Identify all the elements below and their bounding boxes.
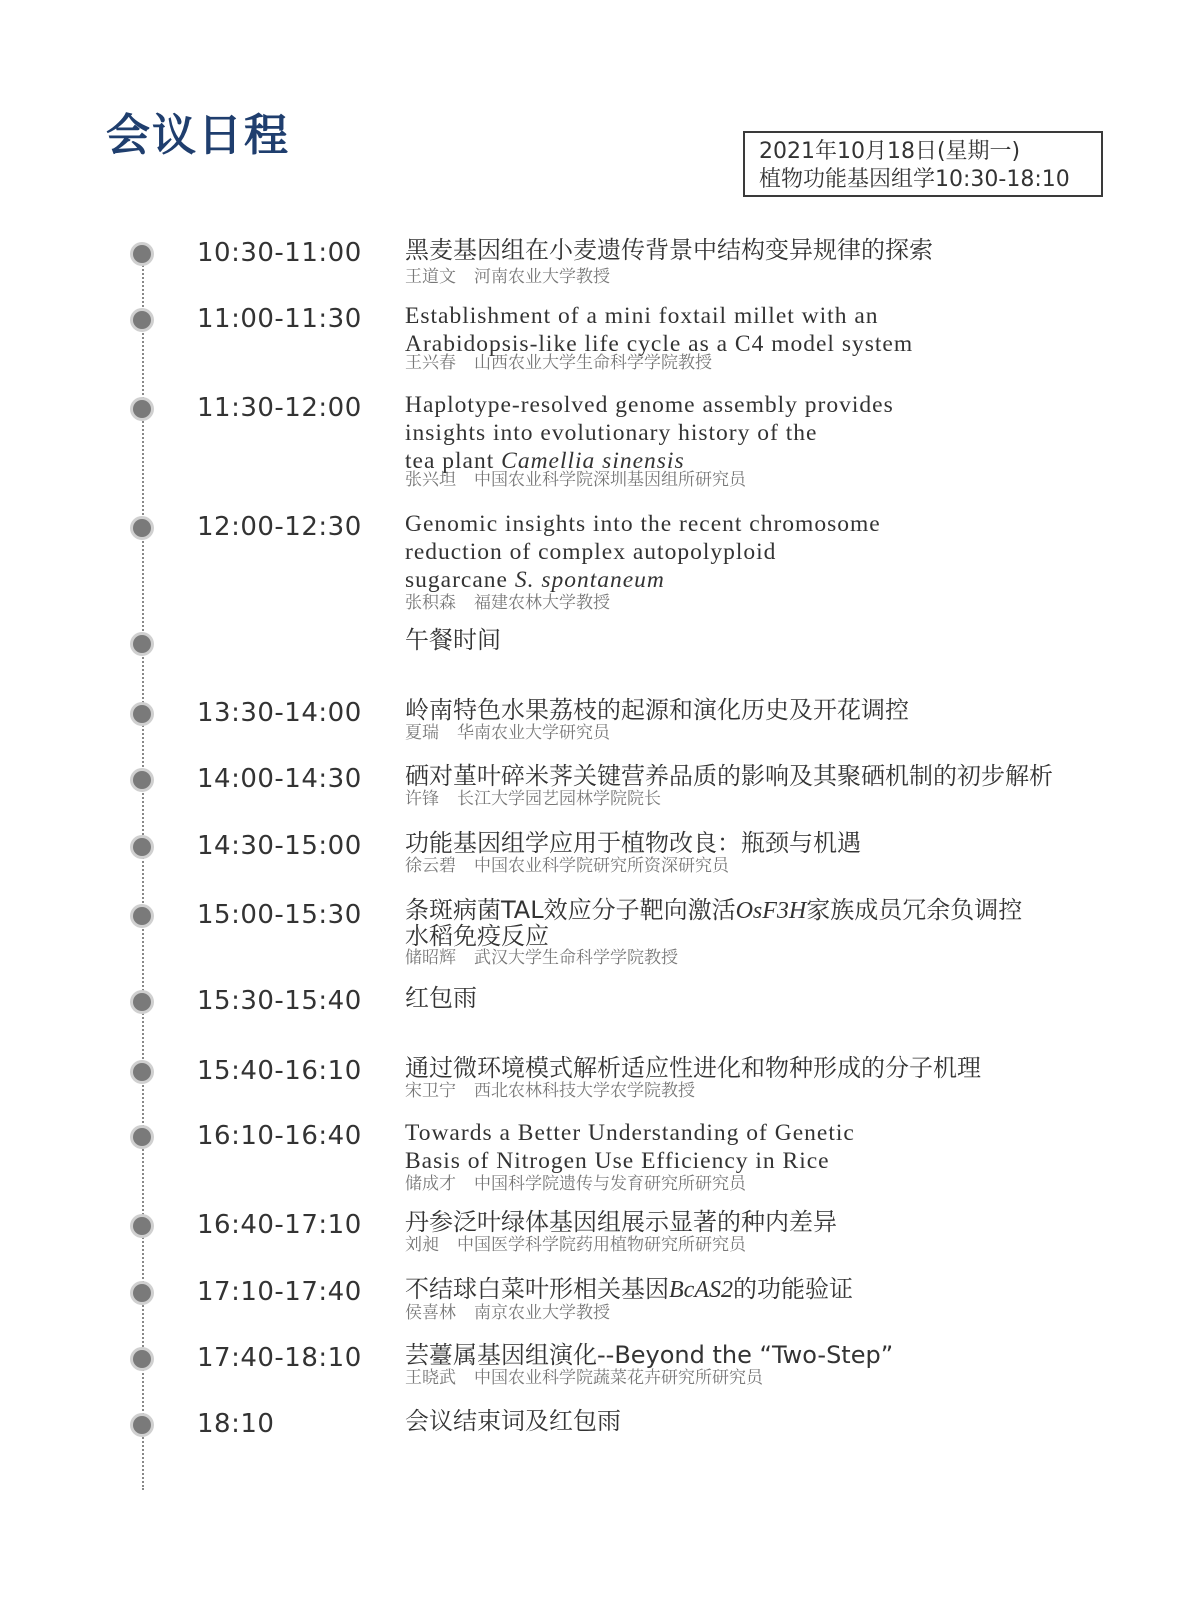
talk-title: 功能基因组学应用于植物改良：瓶颈与机遇 <box>405 829 861 857</box>
talk-title: Genomic insights into the recent chromosome reduction of complex autopolyploid sugarcane S. spontaneum <box>405 511 881 593</box>
timeline-dot <box>133 245 151 263</box>
talk-title: 条斑病菌TAL效应分子靶向激活OsF3H家族成员冗余负调控 水稻免疫反应 <box>405 896 1023 950</box>
talk-title: 不结球白菜叶形相关基因BcAS2的功能验证 <box>405 1275 853 1303</box>
talk-title: Establishment of a mini foxtail millet with an Arabidopsis-like life cycle as a C4 model system <box>405 303 914 357</box>
speaker-affiliation: 华南农业大学研究员 <box>457 723 610 743</box>
time-slot: 15:30-15:40 <box>197 986 362 1016</box>
gene-name: BcAS2 <box>669 1277 733 1303</box>
time-slot: 18:10 <box>197 1409 275 1439</box>
time-slot: 10:30-11:00 <box>197 238 362 268</box>
speaker-name: 储成才 <box>405 1174 456 1194</box>
page-title: 会议日程 <box>106 110 290 161</box>
time-slot: 13:30-14:00 <box>197 698 362 728</box>
timeline-dot <box>133 519 151 537</box>
time-slot: 11:00-11:30 <box>197 304 362 334</box>
break-title: 红包雨 <box>405 984 477 1012</box>
speaker-affiliation: 武汉大学生命科学学院教授 <box>474 948 678 968</box>
talk-title: Haplotype-resolved genome assembly provides insights into evolutionary history of the tea plant Camellia sinensis <box>405 392 894 474</box>
time-slot: 14:30-15:00 <box>197 831 362 861</box>
speaker-name: 张兴坦 <box>405 470 456 490</box>
timeline-dot <box>133 1063 151 1081</box>
time-slot: 17:40-18:10 <box>197 1343 362 1373</box>
session-line: 植物功能基因组学10:30-18:10 <box>759 167 1070 192</box>
timeline-dot <box>133 635 151 653</box>
closing-title: 会议结束词及红包雨 <box>405 1407 621 1435</box>
talk-title: 岭南特色水果荔枝的起源和演化历史及开花调控 <box>405 696 909 724</box>
talk-title: 黑麦基因组在小麦遗传背景中结构变异规律的探索 <box>405 236 933 264</box>
time-slot: 15:00-15:30 <box>197 900 362 930</box>
speaker-affiliation: 中国农业科学院深圳基因组所研究员 <box>474 470 746 490</box>
speaker-affiliation: 中国农业科学院蔬菜花卉研究所研究员 <box>474 1368 763 1388</box>
speaker-affiliation: 福建农林大学教授 <box>474 593 610 613</box>
timeline-dot <box>133 400 151 418</box>
timeline-dot <box>133 771 151 789</box>
time-slot: 16:10-16:40 <box>197 1121 362 1151</box>
talk-title: 丹参泛叶绿体基因组展示显著的种内差异 <box>405 1208 837 1236</box>
timeline-dot <box>133 311 151 329</box>
time-slot: 17:10-17:40 <box>197 1277 362 1307</box>
break-title: 午餐时间 <box>405 626 501 654</box>
species-name: S. spontaneum <box>514 567 665 593</box>
talk-title: 硒对堇叶碎米荠关键营养品质的影响及其聚硒机制的初步解析 <box>405 762 1053 790</box>
timeline-dot <box>133 1416 151 1434</box>
species-name: Camellia sinensis <box>501 448 685 474</box>
speaker-name: 储昭辉 <box>405 948 456 968</box>
speaker-name: 侯喜林 <box>405 1303 456 1323</box>
speaker-name: 王道文 <box>405 267 456 287</box>
speaker-name: 张积森 <box>405 593 456 613</box>
speaker-name: 王晓武 <box>405 1368 456 1388</box>
time-slot: 15:40-16:10 <box>197 1056 362 1086</box>
timeline-dot <box>133 838 151 856</box>
timeline-dot <box>133 1284 151 1302</box>
timeline-dot <box>133 705 151 723</box>
timeline-dot <box>133 993 151 1011</box>
speaker-affiliation: 西北农林科技大学农学院教授 <box>474 1081 695 1101</box>
speaker-affiliation: 中国农业科学院研究所资深研究员 <box>474 856 729 876</box>
speaker-affiliation: 长江大学园艺园林学院院长 <box>457 789 661 809</box>
speaker-affiliation: 中国医学科学院药用植物研究所研究员 <box>457 1235 746 1255</box>
speaker-name: 夏瑞 <box>405 723 439 743</box>
speaker-affiliation: 南京农业大学教授 <box>474 1303 610 1323</box>
time-slot: 16:40-17:10 <box>197 1210 362 1240</box>
speaker-name: 许锋 <box>405 789 439 809</box>
timeline-dot <box>133 1350 151 1368</box>
speaker-affiliation: 河南农业大学教授 <box>474 267 610 287</box>
speaker-name: 王兴春 <box>405 353 456 373</box>
timeline-line <box>142 250 144 1490</box>
speaker-name: 徐云碧 <box>405 856 456 876</box>
time-slot: 14:00-14:30 <box>197 764 362 794</box>
speaker-name: 宋卫宁 <box>405 1081 456 1101</box>
gene-name: OsF3H <box>735 898 807 924</box>
speaker-affiliation: 中国科学院遗传与发育研究所研究员 <box>474 1174 746 1194</box>
time-slot: 12:00-12:30 <box>197 512 362 542</box>
talk-title: 芸薹属基因组演化--Beyond the “Two-Step” <box>405 1341 894 1369</box>
date-box <box>743 131 1103 197</box>
timeline-dot <box>133 1217 151 1235</box>
talk-title: 通过微环境模式解析适应性进化和物种形成的分子机理 <box>405 1054 981 1082</box>
time-slot: 11:30-12:00 <box>197 393 362 423</box>
timeline-dot <box>133 907 151 925</box>
timeline-dot <box>133 1128 151 1146</box>
speaker-affiliation: 山西农业大学生命科学学院教授 <box>474 353 712 373</box>
date-line: 2021年10月18日(星期一) <box>759 139 1021 164</box>
talk-title: Towards a Better Understanding of Genetic Basis of Nitrogen Use Efficiency in Rice <box>405 1120 855 1174</box>
speaker-name: 刘昶 <box>405 1235 439 1255</box>
